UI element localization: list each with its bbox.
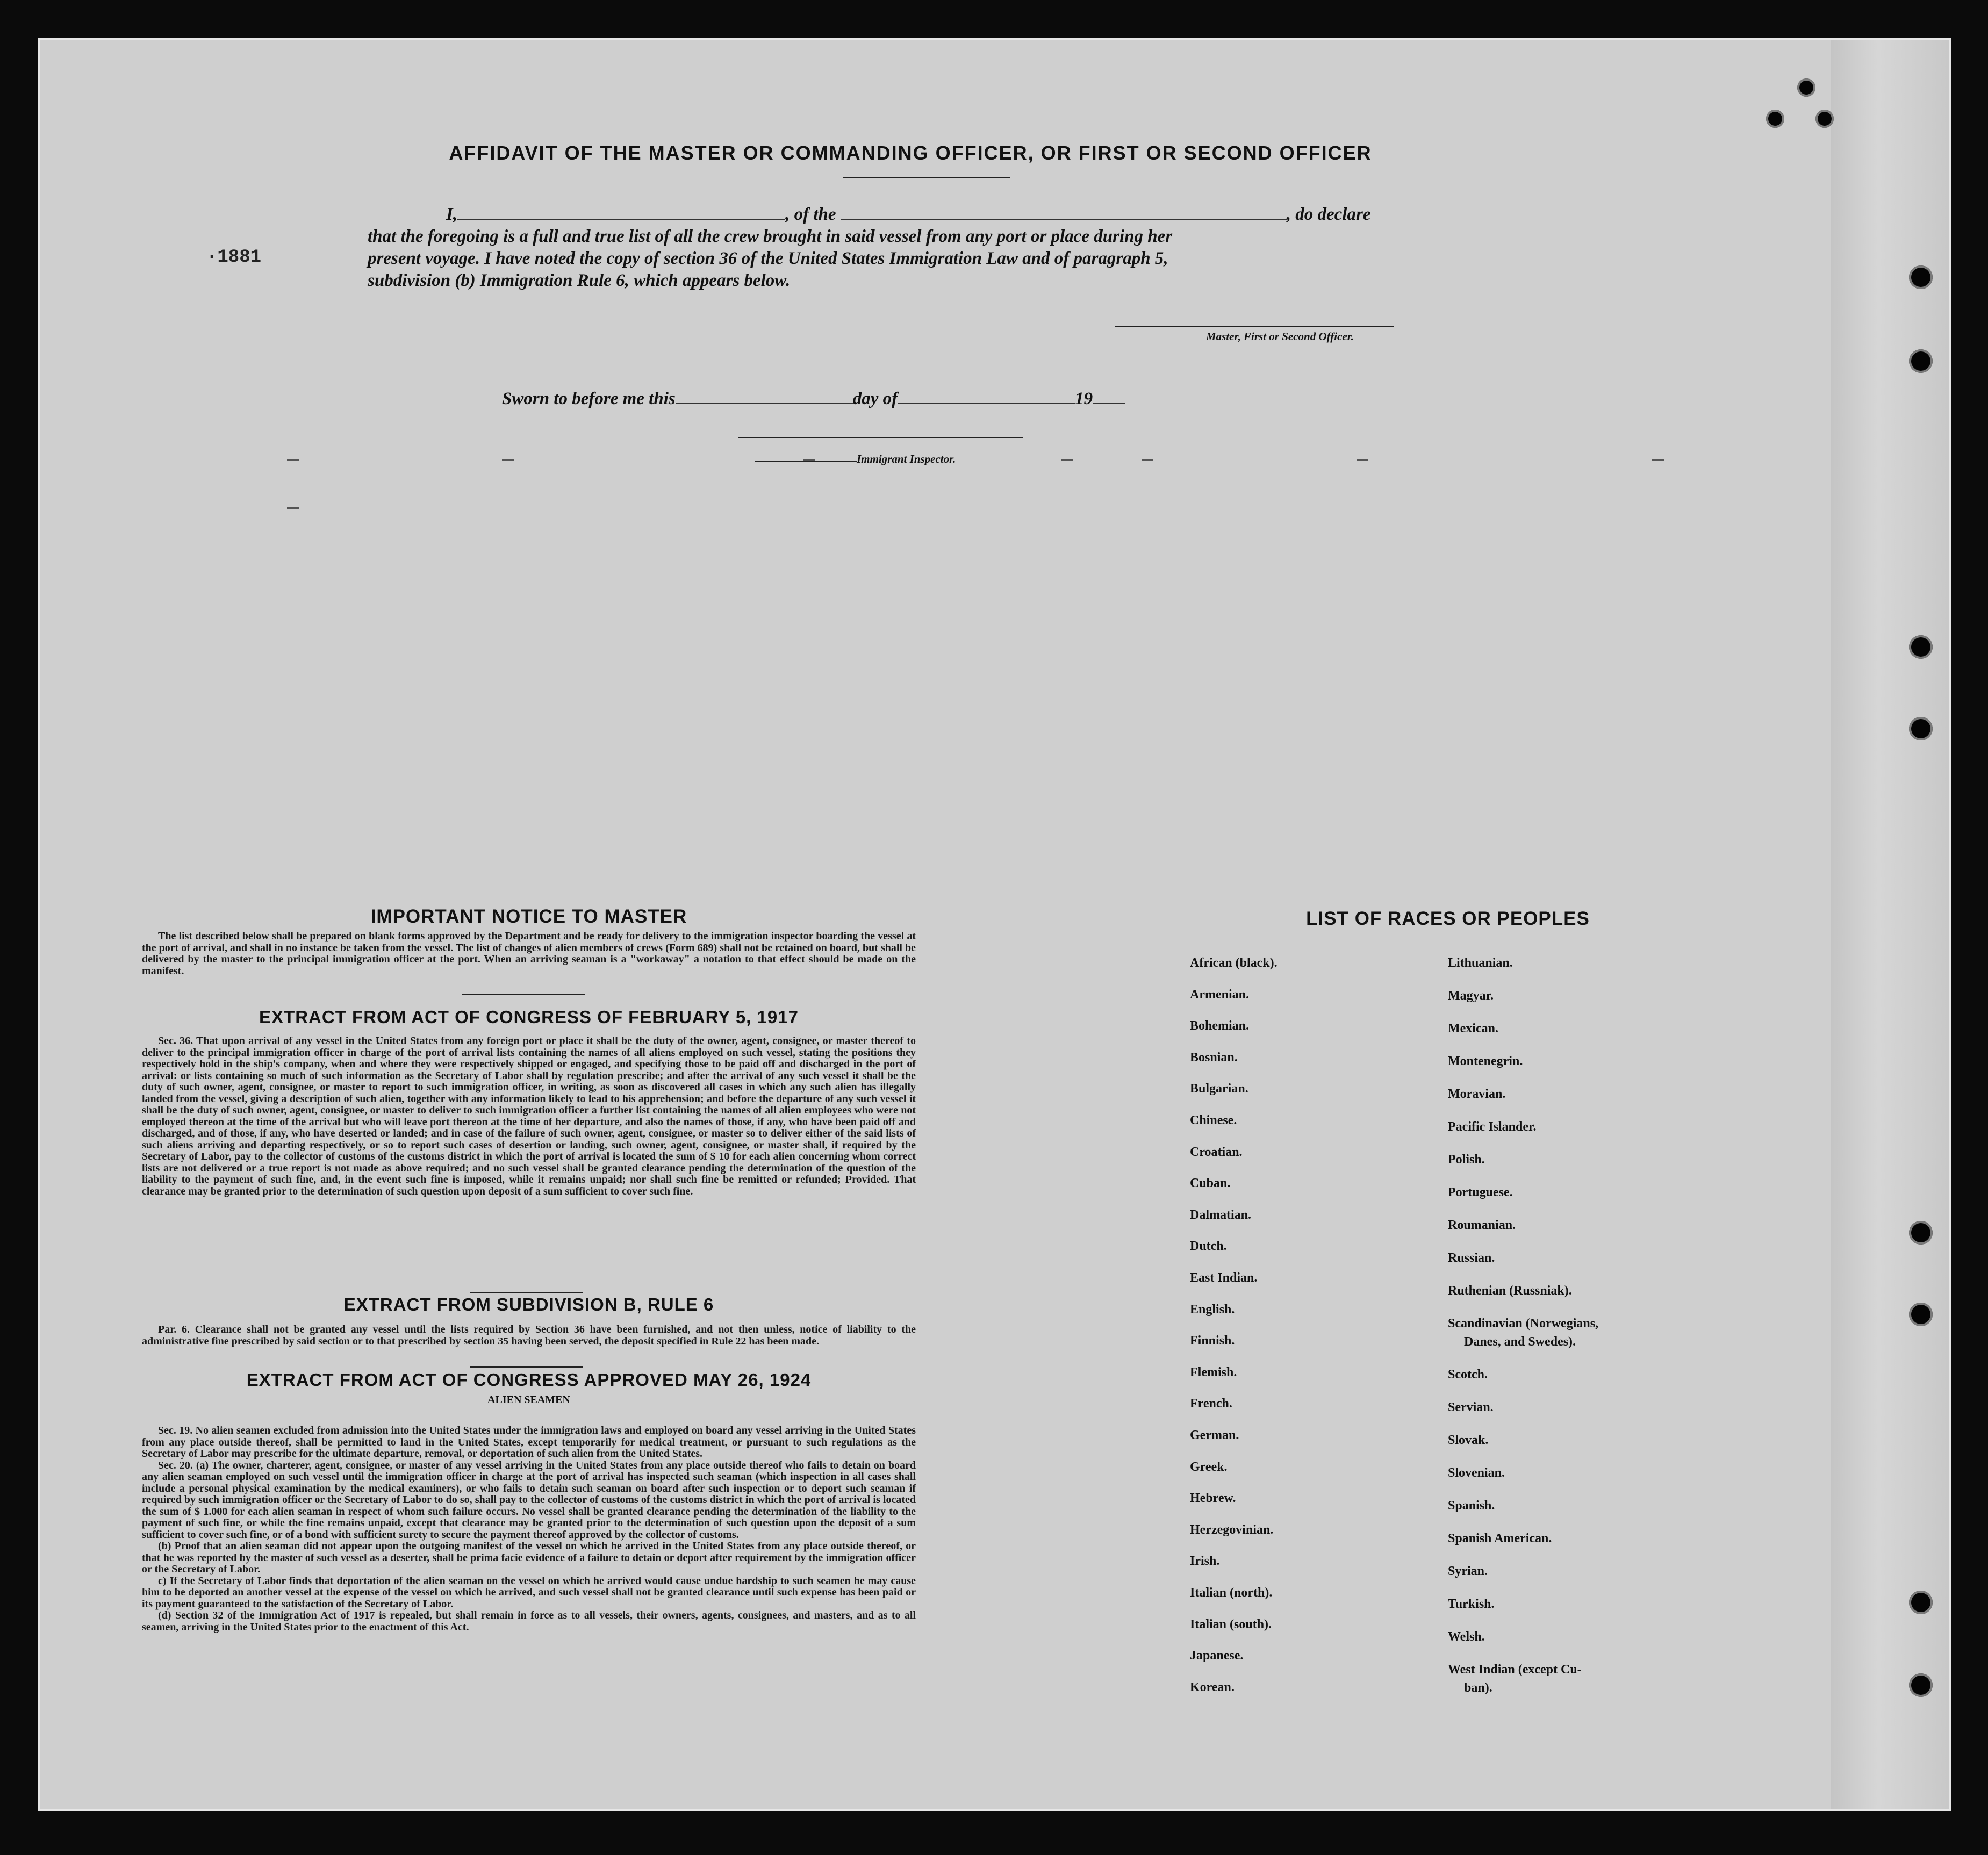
race-item: Bohemian. [1190, 1019, 1250, 1033]
race-item: German. [1190, 1428, 1239, 1442]
race-item: Italian (north). [1190, 1586, 1273, 1600]
race-item: Herzegovinian. [1190, 1522, 1274, 1537]
race-item: Italian (south). [1190, 1617, 1272, 1631]
extract-1924-title: EXTRACT FROM ACT OF CONGRESS APPROVED MAY 26, 1924 [246, 1370, 812, 1390]
race-item: Chinese. [1190, 1113, 1237, 1127]
race-item: African (black). [1190, 956, 1278, 970]
race-item: Korean. [1190, 1680, 1235, 1694]
declaration-line-2: that the foregoing is a full and true list of all the crew brought in said vessel from any port or place during her [368, 227, 1173, 246]
races-title: LIST OF RACES OR PEOPLES [1306, 908, 1590, 929]
race-item: Lithuanian. [1448, 956, 1513, 970]
affidavit-title: AFFIDAVIT OF THE MASTER OR COMMANDING OFFICER, OR FIRST OR SECOND OFFICER [449, 142, 1372, 164]
race-item: Ruthenian (Russniak). [1448, 1284, 1572, 1298]
race-item: Dutch. [1190, 1239, 1227, 1254]
stamp-number: ·1881 [206, 247, 262, 268]
extract-1924-body: Sec. 19. No alien seamen excluded from admission into the United States under the immigration laws and employed on board any vessel arriving in the United States from any place outside thereof, shall be permitted to land in the United States, except temporarily for medical treatment, or pursuant to such regulations as the Secretary of Labor may prescribe for the ultimate departure, removal, or deportation of such alien from the United States. Sec. 20. (a) The owner, charterer, agent, consignee, or master of any vessel arriving in the United States from any place outside thereof who fails to detain on board any alien seaman employed on such vessel until the immigration officer in charge at the port of arrival has inspected such seaman (which inspection in all cases shall include a personal physical examination by the medical examiners), or who fails to detain such seaman on board after such inspection or to deport such seaman if required by such immigration officer or the Secretary of Labor to do so, shall pay to the collector of customs of the customs district in which the port of arrival is located the sum of $ 1.000 for each alien seaman in respect of whom such failure occurs. No vessel shall be granted clearance pending the determination of the liability to the payment of such fine, or while the fine remains unpaid, except that clearance may be granted prior to the determination of such question upon the deposit of a sum sufficient to cover such fine, or of a bond with sufficient surety to secure the payment thereof approved by the collector of customs. (b) Proof that an alien seaman did not appear upon the outgoing manifest of the vessel on which he arrived in the United States from any place outside thereof, or that he was reported by the master of such vessel as a deserter, shall be prima facie evidence of a failure to detain or deport after requirement by the immigration officer or the Secretary of Labor. c) If the Secretary of Labor finds that deportation of the alien seaman on the vessel on which he arrived would cause undue hardship to such seamen he may cause him to be deported an another vessel at the expense of the vessel on which he arrived, and such vessel shall not be granted clearance until such expense has been paid or its payment guaranteed to the satisfaction of the Secretary of Labor. (d) Section 32 of the Immigration Act of 1917 is repealed, but shall remain in force as to all vessels, their owners, agents, consignees, and masters, and as to all seamen, arriving in the United States prior to the enactment of this Act. [142, 1425, 916, 1633]
race-item: ban). [1464, 1681, 1492, 1695]
race-item: Servian. [1448, 1400, 1494, 1414]
race-item: Scotch. [1448, 1368, 1488, 1382]
race-item: Cuban. [1190, 1176, 1231, 1191]
rule6-body: Par. 6. Clearance shall not be granted any vessel until the lists required by Section 36 have been furnished, and not then unless, notice of liability to the administrative fine prescribed by said section or to that prescribed by section 35 having been served, the deposit specified in Rule 22 has been made. [142, 1324, 916, 1347]
race-item: Russian. [1448, 1251, 1495, 1265]
extract-1917-title: EXTRACT FROM ACT OF CONGRESS OF FEBRUARY 5, 1917 [259, 1007, 799, 1027]
race-item: Spanish American. [1448, 1532, 1552, 1545]
race-item: Montenegrin. [1448, 1054, 1523, 1068]
race-item: Finnish. [1190, 1334, 1235, 1348]
notice-title: IMPORTANT NOTICE TO MASTER [370, 906, 687, 927]
signature-label: Master, First or Second Officer. [1206, 330, 1354, 343]
race-item: Slovak. [1448, 1433, 1489, 1447]
declaration-line-4: subdivision (b) Immigration Rule 6, which appears below. [368, 271, 791, 290]
race-item: Japanese. [1190, 1649, 1244, 1663]
race-item: Armenian. [1190, 987, 1249, 1002]
declaration-line-3: present voyage. I have noted the copy of section 36 of the United States Immigration Law and of paragraph 5, [368, 249, 1168, 268]
document-page [38, 38, 1951, 1811]
notice-body: The list described below shall be prepared on blank forms approved by the Department and be ready for delivery to the immigration inspector boarding the vessel at the port of arrival, and shall in no instance be taken from the vessel. The list of changes of alien members of crews (Form 689) shall not be retained on board, but shall be delivered by the master to the principal immigration officer at the port. When an arriving seaman is a "workaway" a notation to that effect should be made on the manifest. [142, 930, 916, 977]
race-item: Pacific Islander. [1448, 1120, 1537, 1134]
race-item: Irish. [1190, 1554, 1220, 1569]
race-item: Bosnian. [1190, 1050, 1238, 1065]
race-item: Roumanian. [1448, 1218, 1516, 1232]
declaration-line-1: I, , of the , do declare [446, 205, 1371, 224]
race-item: Welsh. [1448, 1630, 1485, 1644]
race-item: Flemish. [1190, 1365, 1237, 1379]
race-item: East Indian. [1190, 1271, 1258, 1285]
race-item: Greek. [1190, 1459, 1228, 1474]
race-item: Danes, and Swedes). [1464, 1335, 1576, 1349]
inspector-label: Immigrant Inspector. [857, 452, 956, 465]
race-item: Magyar. [1448, 989, 1494, 1003]
sworn-line: Sworn to before me this day of 19 [502, 389, 1125, 409]
alien-seamen-subtitle: ALIEN SEAMEN [487, 1394, 570, 1406]
races-list [40, 40, 1949, 1809]
extract-1917-body: Sec. 36. That upon arrival of any vessel in the United States from any foreign port or place it shall be the duty of the owner, agent, consignee, or master thereof to deliver to the principal immigration officer in charge of the port of arrival lists containing the names of all aliens employed on such vessel, stating the positions they respectively hold in the ship's company, when and where they were respectively shipped or engaged, and specifying those to be paid off and discharged in the port of arrival: or lists containing so much of such information as the Secretary of Labor shall by regulation prescribe; and after the arrival of any such vessel it shall be the duty of such owner, agent, consignee, or master to report to such immigration officer, in writing, as soon as discovered all cases in which any such alien has illegally landed from the vessel, giving a description of such alien, together with any information likely to lead to his apprehension; and before the departure of any such vessel it shall be the duty of such owner, agent, consignee, or master to deliver to such immigration officer a further list containing the names of all alien employees who were not employed thereon at the time of the arrival but who will leave port thereon at the time of her departure, and also the names of those, if any, who have been paid off and discharged, and of those, if any, who have deserted or landed; and in case of the failure of such owner, agent, consignee, or master so to deliver either of the said lists of such aliens arriving and departing respectively, or so to report such cases of desertion or landing, such owner, agent, consignee, or master shall, if required by the Secretary of Labor, pay to the collector of customs of the customs district in which the port of arrival is located the sum of $ 10 for each alien concerning whom correct lists are not delivered or a true report is not made as above required; and no such vessel shall be granted clearance pending the determination of the question of the liability to the payment of such fine, and, in the event such fine is imposed, while it remains unpaid; nor shall such fine be remitted or refunded; Provided. That clearance may be granted prior to the determination of such question upon deposit of a sum sufficient to cover such fine. [142, 1035, 916, 1197]
race-item: Syrian. [1448, 1564, 1488, 1578]
race-item: Portuguese. [1448, 1185, 1513, 1199]
race-item: Croatian. [1190, 1145, 1243, 1159]
race-item: Scandinavian (Norwegians, [1448, 1317, 1599, 1331]
race-item: French. [1190, 1397, 1232, 1411]
race-item: West Indian (except Cu- [1448, 1663, 1582, 1677]
race-item: Bulgarian. [1190, 1082, 1248, 1096]
race-item: Turkish. [1448, 1597, 1495, 1611]
race-item: Spanish. [1448, 1499, 1495, 1513]
race-item: Slovenian. [1448, 1466, 1505, 1480]
race-item: Moravian. [1448, 1087, 1506, 1101]
race-item: Hebrew. [1190, 1491, 1236, 1506]
race-item: Mexican. [1448, 1022, 1498, 1036]
race-item: English. [1190, 1302, 1235, 1317]
race-item: Dalmatian. [1190, 1207, 1251, 1222]
race-item: Polish. [1448, 1153, 1485, 1167]
rule6-title: EXTRACT FROM SUBDIVISION B, RULE 6 [343, 1295, 714, 1314]
